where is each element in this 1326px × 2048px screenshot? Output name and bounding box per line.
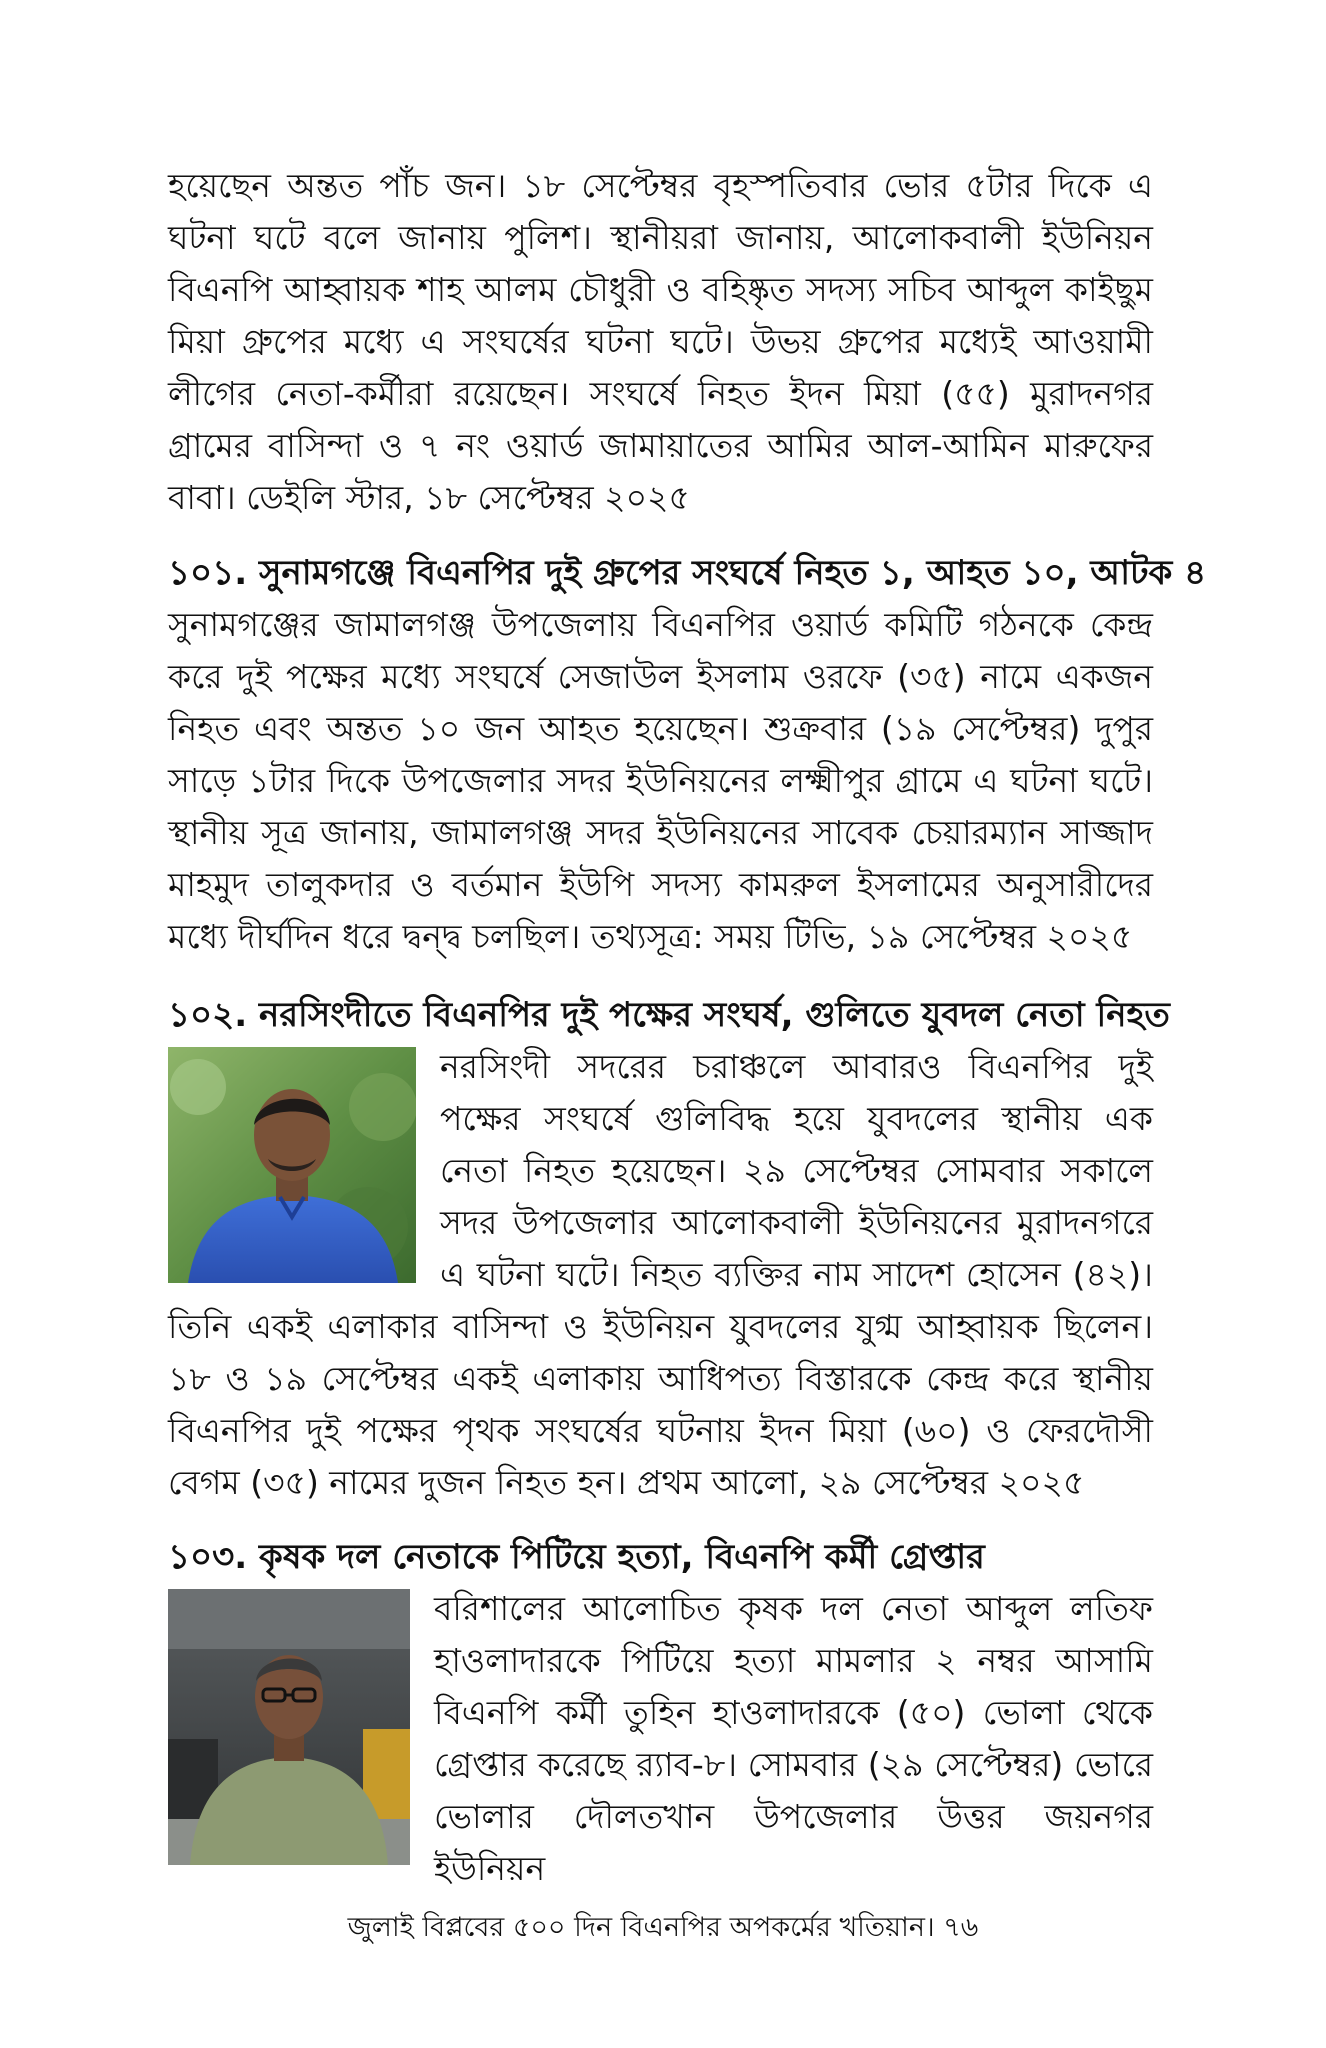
entry-103-heading: ১০৩. কৃষক দল নেতাকে পিটিয়ে হত্যা, বিএনপি কর্মী গ্রেপ্তার [168,1537,985,1577]
entry-101-heading: ১০১. সুনামগঞ্জে বিএনপির দুই গ্রুপের সংঘর্ষে নিহত ১, আহত ১০, আটক ৪ [168,553,1207,593]
portrait-photo-1 [168,1047,416,1283]
entry-102 [168,989,1170,1509]
portrait-photo-2 [168,1589,410,1865]
entry-103 [168,1531,1153,1895]
continuation-block [168,160,1153,524]
entry-103-body: বরিশালের আলোচিত কৃষক দল নেতা আব্দুল লতিফ হাওলাদারকে পিটিয়ে হত্যা মামলার ২ নম্বর আসামি বিএনপি কর্মী তুহিন হাওলাদারকে (৫০) ভোলা থেকে গ্রেপ্তার করেছে র‍্যাব-৮। সোমবার (২৯ সেপ্টেম্বর) ভোরে ভোলার দৌলতখান উপজেলার উত্তর জয়নগর ইউনিয়ন [434,1589,1153,1888]
entry-101 [168,547,1207,963]
entry-101-body: সুনামগঞ্জের জামালগঞ্জ উপজেলায় বিএনপির ওয়ার্ড কমিটি গঠনকে কেন্দ্র করে দুই পক্ষের মধ্যে সংঘর্ষে সেজাউল ইসলাম ওরফে (৩৫) নামে একজন নিহত এবং অন্তত ১০ জন আহত হয়েছেন। শুক্রবার (১৯ সেপ্টেম্বর) দুপুর সাড়ে ১টার দিকে উপজেলার সদর ইউনিয়নের লক্ষ্মীপুর গ্রামে এ ঘটনা ঘটে। স্থানীয় সূত্র জানায়, জামালগঞ্জ সদর ইউনিয়নের সাবেক চেয়ারম্যান সাজ্জাদ মাহমুদ তালুকদার ও বর্তমান ইউপি সদস্য কামরুল ইসলামের অনুসারীদের মধ্যে দীর্ঘদিন ধরে দ্বন্দ্ব চলছিল। তথ্যসূত্র: সময় টিভি, ১৯ সেপ্টেম্বর ২০২৫ [168,605,1153,956]
entry-102-heading: ১০২. নরসিংদীতে বিএনপির দুই পক্ষের সংঘর্ষ, গুলিতে যুবদল নেতা নিহত [168,995,1170,1035]
entry-102-body: নরসিংদী সদরের চরাঞ্চলে আবারও বিএনপির দুই পক্ষের সংঘর্ষে গুলিবিদ্ধ হয়ে যুবদলের স্থানীয় এক নেতা নিহত হয়েছেন। ২৯ সেপ্টেম্বর সোমবার সকালে সদর উপজেলার আলোকবালী ইউনিয়নের মুরাদনগরে এ ঘটনা ঘটে। নিহত ব্যক্তির নাম সাদেশ হোসেন (৪২)। তিনি একই এলাকার বাসিন্দা ও ইউনিয়ন যুবদলের যুগ্ম আহ্বায়ক ছিলেন। ১৮ ও ১৯ সেপ্টেম্বর একই এলাকায় আধিপত্য বিস্তারকে কেন্দ্র করে স্থানীয় বিএনপির দুই পক্ষের পৃথক সংঘর্ষের ঘটনায় ইদন মিয়া (৬০) ও ফেরদৌসী বেগম (৩৫) নামের দুজন নিহত হন। প্রথম আলো, ২৯ সেপ্টেম্বর ২০২৫ [168,1047,1153,1502]
page-footer: জুলাই বিপ্লবের ৫০০ দিন বিএনপির অপকর্মের খতিয়ান। ৭৬ [347,1912,979,1943]
continuation-paragraph: হয়েছেন অন্তত পাঁচ জন। ১৮ সেপ্টেম্বর বৃহস্পতিবার ভোর ৫টার দিকে এ ঘটনা ঘটে বলে জানায় পুলিশ। স্থানীয়রা জানায়, আলোকবালী ইউনিয়ন বিএনপি আহ্বায়ক শাহ আলম চৌধুরী ও বহিষ্কৃত সদস্য সচিব আব্দুল কাইছুম মিয়া গ্রুপের মধ্যে এ সংঘর্ষের ঘটনা ঘটে। উভয় গ্রুপের মধ্যেই আওয়ামী লীগের নেতা-কর্মীরা রয়েছেন। সংঘর্ষে নিহত ইদন মিয়া (৫৫) মুরাদনগর গ্রামের বাসিন্দা ও ৭ নং ওয়ার্ড জামায়াতের আমির আল-আমিন মারুফের বাবা। ডেইলি স্টার, ১৮ সেপ্টেম্বর ২০২৫ [168,166,1153,517]
